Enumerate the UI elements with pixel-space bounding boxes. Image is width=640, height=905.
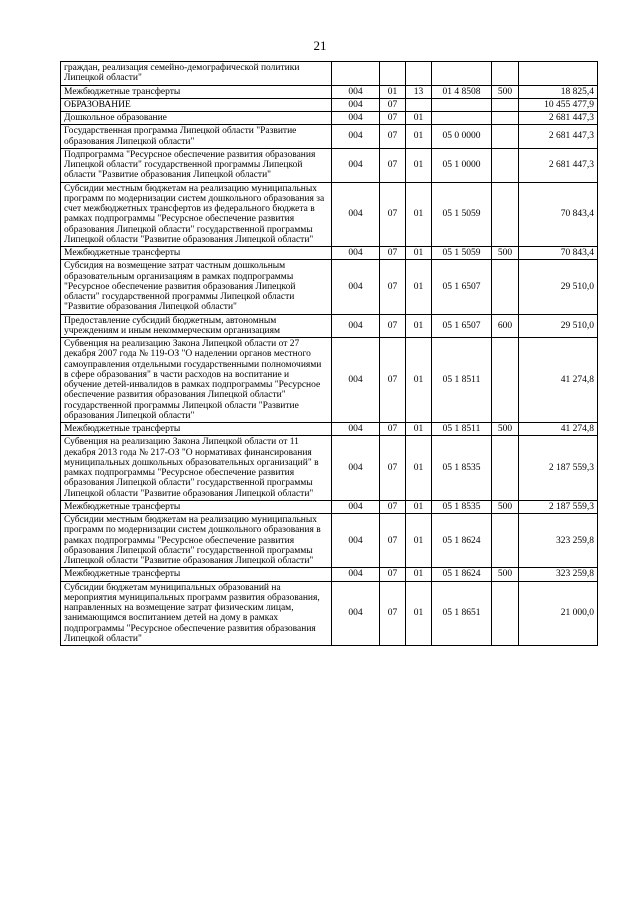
cell-admin-code: 004: [332, 85, 380, 98]
cell-name: Субсидии местным бюджетам на реализацию муниципальных программ по модернизации систем дошкольного образования в рамках подпрограммы "Ресурсное обеспечение развития образования Липецкой области" государственной программы Липецкой области "Развитие образования Липецкой области": [61, 514, 332, 568]
cell-name: Подпрограмма "Ресурсное обеспечение развития образования Липецкой области" государственной программы Липецкой области "Развитие образования Липецкой области": [61, 148, 332, 182]
cell-expense-type-code: [492, 338, 519, 423]
cell-expense-type-code: 600: [492, 314, 519, 338]
cell-amount: 2 681 447,3: [519, 112, 598, 125]
cell-target-code: 05 1 6507: [432, 260, 492, 314]
cell-amount: 323 259,8: [519, 568, 598, 581]
cell-expense-type-code: 500: [492, 500, 519, 513]
cell-section-code: 01: [380, 85, 406, 98]
cell-expense-type-code: [492, 581, 519, 646]
cell-admin-code: 004: [332, 423, 380, 436]
table-row: [61, 85, 598, 98]
cell-target-code: 05 1 8624: [432, 568, 492, 581]
cell-admin-code: 004: [332, 112, 380, 125]
cell-amount: 2 681 447,3: [519, 125, 598, 149]
cell-subsection-code: 01: [406, 581, 432, 646]
cell-expense-type-code: [492, 260, 519, 314]
cell-subsection-code: 01: [406, 314, 432, 338]
cell-name: Субсидии местным бюджетам на реализацию муниципальных программ по модернизации систем дошкольного образования за счет межбюджетных трансфертов из федерального бюджета в рамках подпрограммы "Ресурсное обеспечение развития образования Липецкой области" государственной программы Липецкой области "Развитие образования Липецкой области": [61, 182, 332, 247]
cell-expense-type-code: 500: [492, 568, 519, 581]
cell-target-code: 05 1 8511: [432, 338, 492, 423]
cell-subsection-code: 01: [406, 260, 432, 314]
cell-expense-type-code: [492, 436, 519, 501]
table-row: [61, 568, 598, 581]
cell-section-code: 07: [380, 423, 406, 436]
cell-name: Субвенция на реализацию Закона Липецкой области от 11 декабря 2013 года № 217-ОЗ "О нормативах финансирования муниципальных дошкольных образовательных организаций" в рамках подпрограммы "Ресурсное обеспечение развития образования Липецкой области" государственной программы Липецкой области "Развитие образования Липецкой области": [61, 436, 332, 501]
cell-section-code: 07: [380, 314, 406, 338]
cell-amount: 21 000,0: [519, 581, 598, 646]
cell-subsection-code: 01: [406, 112, 432, 125]
cell-subsection-code: 01: [406, 500, 432, 513]
cell-target-code: 05 1 0000: [432, 148, 492, 182]
cell-amount: 2 681 447,3: [519, 148, 598, 182]
table-row: [61, 338, 598, 423]
cell-amount: 10 455 477,9: [519, 98, 598, 111]
cell-target-code: 05 1 8535: [432, 436, 492, 501]
cell-section-code: 07: [380, 125, 406, 149]
cell-subsection-code: 01: [406, 568, 432, 581]
table-row: [61, 247, 598, 260]
cell-expense-type-code: [492, 148, 519, 182]
cell-subsection-code: 13: [406, 85, 432, 98]
cell-subsection-code: 01: [406, 514, 432, 568]
cell-expense-type-code: 500: [492, 423, 519, 436]
budget-table: [60, 61, 598, 646]
table-row: [61, 314, 598, 338]
cell-amount: 2 187 559,3: [519, 500, 598, 513]
cell-expense-type-code: [492, 125, 519, 149]
cell-subsection-code: 01: [406, 423, 432, 436]
cell-expense-type-code: 500: [492, 247, 519, 260]
cell-section-code: 07: [380, 568, 406, 581]
cell-section-code: 07: [380, 436, 406, 501]
table-row: [61, 182, 598, 247]
cell-subsection-code: 01: [406, 148, 432, 182]
table-row: [61, 148, 598, 182]
cell-subsection-code: 01: [406, 247, 432, 260]
cell-name: Межбюджетные трансферты: [61, 568, 332, 581]
cell-section-code: 07: [380, 112, 406, 125]
cell-target-code: 05 1 6507: [432, 314, 492, 338]
cell-admin-code: 004: [332, 148, 380, 182]
page-number: 21: [313, 38, 327, 53]
cell-amount: 41 274,8: [519, 338, 598, 423]
cell-name: ОБРАЗОВАНИЕ: [61, 98, 332, 111]
cell-expense-type-code: 500: [492, 85, 519, 98]
cell-name: Субсидии бюджетам муниципальных образований на мероприятия муниципальных программ развития образования, направленных на возмещение затрат физическим лицам, занимающимся воспитанием детей на дому в рамках подпрограммы "Ресурсное обеспечение развития образования Липецкой области": [61, 581, 332, 646]
cell-amount: 70 843,4: [519, 182, 598, 247]
cell-name: Субсидия на возмещение затрат частным дошкольным образовательным организациям в рамках подпрограммы "Ресурсное обеспечение развития образования Липецкой области" государственной программы Липецкой области "Развитие образования Липецкой области": [61, 260, 332, 314]
cell-name: Межбюджетные трансферты: [61, 423, 332, 436]
table-row: [61, 260, 598, 314]
cell-name: Дошкольное образование: [61, 112, 332, 125]
cell-amount: 29 510,0: [519, 314, 598, 338]
cell-section-code: 07: [380, 247, 406, 260]
cell-admin-code: 004: [332, 182, 380, 247]
table-row: [61, 436, 598, 501]
cell-admin-code: 004: [332, 98, 380, 111]
cell-target-code: [432, 112, 492, 125]
cell-name: граждан, реализация семейно-демографической политики Липецкой области": [61, 62, 332, 86]
cell-admin-code: 004: [332, 314, 380, 338]
cell-name: Межбюджетные трансферты: [61, 500, 332, 513]
cell-admin-code: 004: [332, 581, 380, 646]
cell-subsection-code: [406, 62, 432, 86]
cell-admin-code: 004: [332, 260, 380, 314]
cell-subsection-code: [406, 98, 432, 111]
cell-section-code: 07: [380, 514, 406, 568]
table-row: [61, 62, 598, 86]
cell-section-code: [380, 62, 406, 86]
table-row: [61, 500, 598, 513]
cell-amount: 323 259,8: [519, 514, 598, 568]
cell-name: Межбюджетные трансферты: [61, 85, 332, 98]
cell-name: Государственная программа Липецкой области "Развитие образования Липецкой области": [61, 125, 332, 149]
cell-section-code: 07: [380, 148, 406, 182]
cell-name: Субвенция на реализацию Закона Липецкой области от 27 декабря 2007 года № 119-ОЗ "О наделении органов местного самоуправления отдельными государственными полномочиями в сфере образования" в части расходов на воспитание и обучение детей-инвалидов в рамках подпрограммы "Ресурсное обеспечение развития образования Липецкой области" государственной программы Липецкой области "Развитие образования Липецкой области": [61, 338, 332, 423]
cell-target-code: 05 0 0000: [432, 125, 492, 149]
table-row: [61, 423, 598, 436]
table-row: [61, 125, 598, 149]
table-row: [61, 514, 598, 568]
cell-admin-code: 004: [332, 500, 380, 513]
cell-expense-type-code: [492, 514, 519, 568]
cell-expense-type-code: [492, 182, 519, 247]
cell-subsection-code: 01: [406, 182, 432, 247]
cell-target-code: 01 4 8508: [432, 85, 492, 98]
cell-amount: 18 825,4: [519, 85, 598, 98]
cell-target-code: 05 1 8651: [432, 581, 492, 646]
table-row: [61, 112, 598, 125]
cell-name: Предоставление субсидий бюджетным, автономным учреждениям и иным некоммерческим организациям: [61, 314, 332, 338]
cell-admin-code: 004: [332, 338, 380, 423]
cell-section-code: 07: [380, 338, 406, 423]
table-row: [61, 98, 598, 111]
cell-subsection-code: 01: [406, 338, 432, 423]
cell-admin-code: 004: [332, 568, 380, 581]
cell-section-code: 07: [380, 581, 406, 646]
cell-target-code: 05 1 5059: [432, 247, 492, 260]
cell-amount: 70 843,4: [519, 247, 598, 260]
cell-expense-type-code: [492, 112, 519, 125]
cell-name: Межбюджетные трансферты: [61, 247, 332, 260]
cell-target-code: 05 1 8511: [432, 423, 492, 436]
cell-admin-code: 004: [332, 125, 380, 149]
cell-admin-code: [332, 62, 380, 86]
cell-admin-code: 004: [332, 247, 380, 260]
cell-amount: 29 510,0: [519, 260, 598, 314]
cell-amount: 41 274,8: [519, 423, 598, 436]
table-body: [61, 62, 598, 646]
cell-amount: 2 187 559,3: [519, 436, 598, 501]
cell-target-code: 05 1 5059: [432, 182, 492, 247]
table-row: [61, 581, 598, 646]
cell-subsection-code: 01: [406, 436, 432, 501]
cell-target-code: [432, 98, 492, 111]
cell-section-code: 07: [380, 98, 406, 111]
cell-section-code: 07: [380, 500, 406, 513]
cell-amount: [519, 62, 598, 86]
cell-target-code: [432, 62, 492, 86]
cell-section-code: 07: [380, 182, 406, 247]
cell-section-code: 07: [380, 260, 406, 314]
cell-expense-type-code: [492, 98, 519, 111]
cell-target-code: 05 1 8535: [432, 500, 492, 513]
cell-target-code: 05 1 8624: [432, 514, 492, 568]
cell-admin-code: 004: [332, 436, 380, 501]
cell-expense-type-code: [492, 62, 519, 86]
cell-admin-code: 004: [332, 514, 380, 568]
cell-subsection-code: 01: [406, 125, 432, 149]
